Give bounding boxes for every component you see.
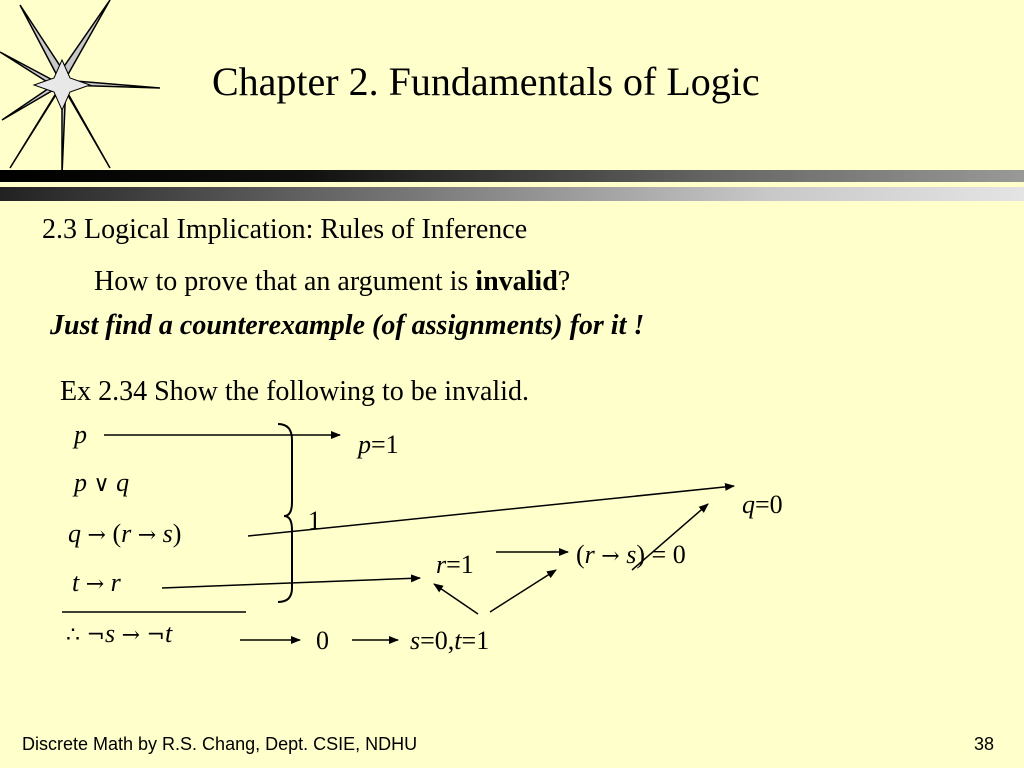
example-heading: Ex 2.34 Show the following to be invalid. (60, 376, 529, 407)
assignment-r: r=1 (436, 550, 474, 579)
brace-value: 1 (308, 506, 321, 535)
arrow-st-to-rs (490, 570, 556, 612)
invalid-emphasis: invalid (475, 266, 558, 297)
arrow-st-to-r (434, 584, 478, 614)
footer-credit: Discrete Math by R.S. Chang, Dept. CSIE, NDHU (22, 734, 418, 754)
premises-brace (278, 424, 292, 602)
premise-4: t → r (72, 568, 121, 597)
page-number: 38 (974, 734, 995, 754)
conclusion: ∴ ¬s → ¬t (66, 619, 173, 648)
assignment-p: p=1 (358, 430, 399, 459)
premise-2: p ∨ q (74, 468, 130, 497)
title-divider-shadow-bar (0, 187, 1024, 201)
premise-1: p (74, 420, 87, 449)
assignment-r-implies-s: (r → s) = 0 (576, 540, 686, 569)
slide-title: Chapter 2. Fundamentals of Logic (212, 59, 760, 104)
assignment-q: q=0 (742, 490, 783, 519)
premise-3: q → (r → s) (68, 519, 182, 548)
section-heading: 2.3 Logical Implication: Rules of Inference (42, 214, 528, 245)
arrow-premise4-to-r (162, 578, 420, 588)
title-divider-bar (0, 170, 1024, 182)
question-text: How to prove that an argument is invalid? (94, 266, 571, 297)
hint-text: Just find a counterexample (of assignments) for it ! (50, 310, 645, 341)
conclusion-value: 0 (316, 626, 329, 655)
assignment-s-t: s=0,t=1 (410, 626, 490, 655)
star-logo-icon (0, 0, 165, 175)
